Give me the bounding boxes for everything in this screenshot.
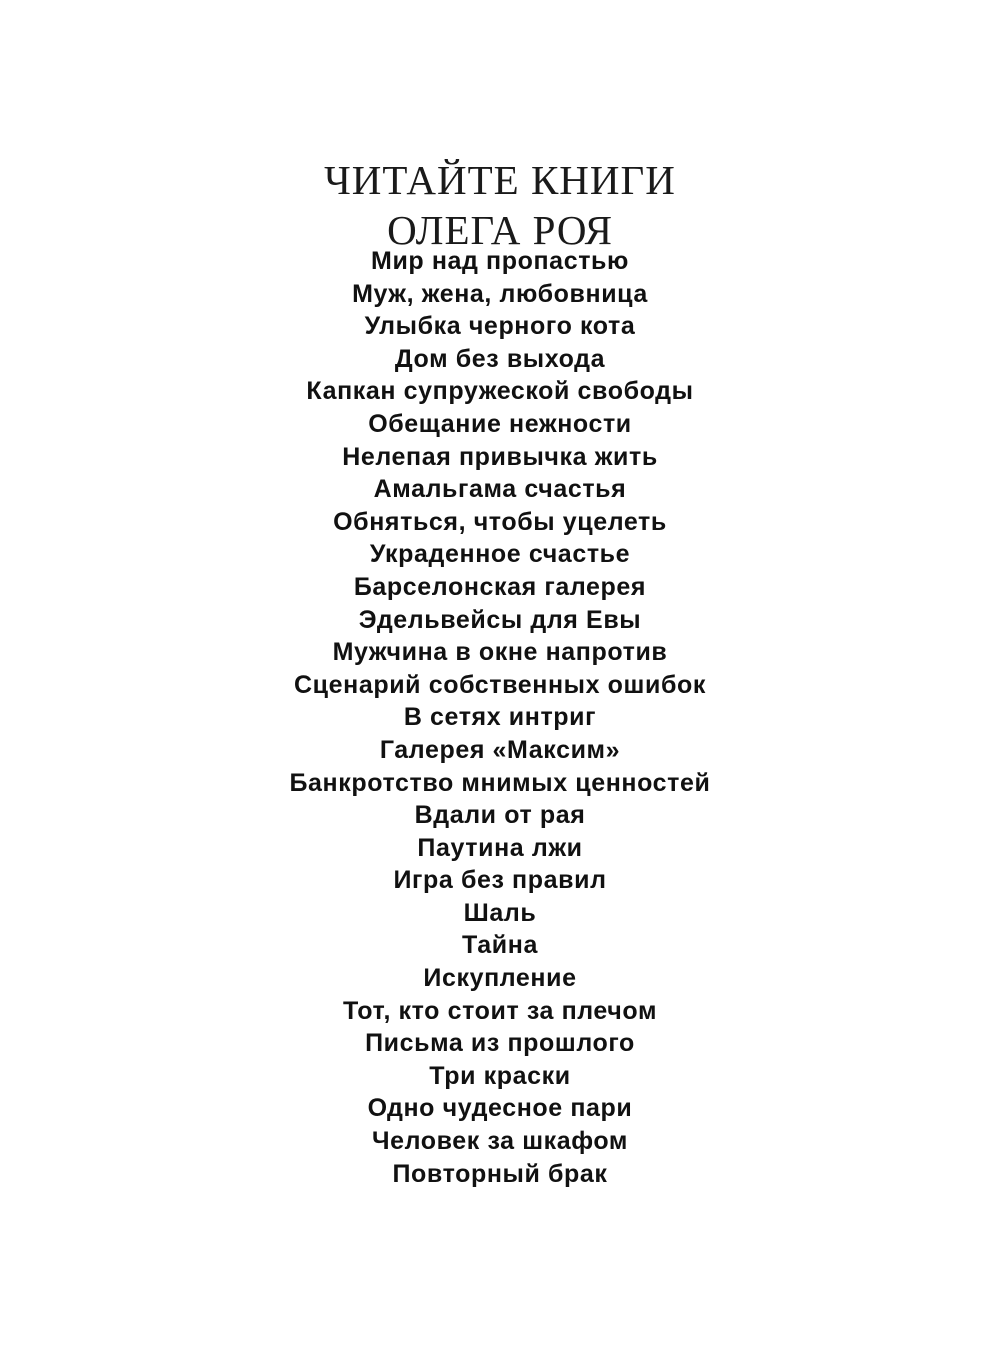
book-title: Вдали от рая bbox=[414, 801, 586, 830]
book-title: Человек за шкафом bbox=[371, 1127, 629, 1156]
page-title bbox=[0, 155, 1000, 255]
book-title: Игра без правил bbox=[393, 866, 607, 895]
book-title: Тот, кто стоит за плечом bbox=[342, 996, 658, 1025]
book-title: Обняться, чтобы уцелеть bbox=[333, 507, 667, 536]
book-title: Нелепая привычка жить bbox=[342, 442, 658, 471]
book-title: Письма из прошлого bbox=[365, 1029, 635, 1058]
book-title: Амальгама счастья bbox=[373, 475, 627, 504]
book-title: Капкан супружеской свободы bbox=[306, 377, 694, 406]
book-title: Мир над пропастью bbox=[371, 247, 629, 275]
book-title: Сценарий собственных ошибок bbox=[294, 670, 706, 699]
page-title-line-2: ОЛЕГА РОЯ bbox=[387, 207, 613, 254]
book-title: Паутина лжи bbox=[417, 833, 583, 862]
book-title: Обещание нежности bbox=[368, 409, 632, 438]
book-title: Искупление bbox=[423, 964, 577, 993]
page-title-line-1: ЧИТАЙТЕ КНИГИ bbox=[324, 157, 676, 204]
book-list bbox=[0, 245, 1000, 1190]
book-title: Повторный брак bbox=[392, 1159, 608, 1188]
book-title: Одно чудесное пари bbox=[367, 1094, 633, 1123]
book-title: Тайна bbox=[462, 931, 538, 960]
book-title: Банкротство мнимых ценностей bbox=[289, 768, 711, 797]
book-title: Барселонская галерея bbox=[353, 572, 647, 601]
book-title: Украденное счастье bbox=[369, 540, 631, 569]
book-title: В сетях интриг bbox=[403, 703, 597, 732]
book-title: Шаль bbox=[463, 898, 537, 927]
book-title: Дом без выхода bbox=[394, 344, 606, 373]
book-title: Три краски bbox=[429, 1061, 571, 1090]
book-title: Галерея «Максим» bbox=[379, 735, 621, 764]
book-title: Улыбка черного кота bbox=[364, 312, 636, 341]
book-title: Муж, жена, любовница bbox=[352, 279, 648, 308]
book-title: Эдельвейсы для Евы bbox=[358, 605, 642, 634]
book-title: Мужчина в окне напротив bbox=[332, 638, 668, 667]
